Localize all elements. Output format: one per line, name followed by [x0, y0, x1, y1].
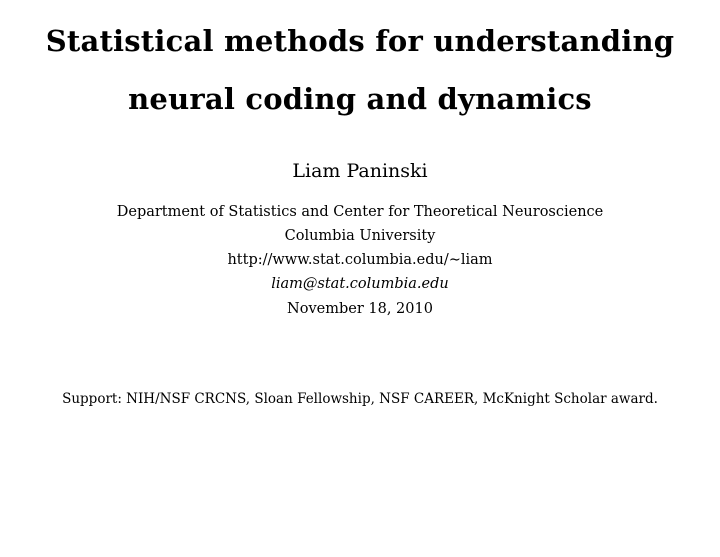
support-statement: Support: NIH/NSF CRCNS, Sloan Fellowship, NSF CAREER, McKnight Scholar award.: [62, 391, 658, 407]
date: November 18, 2010: [287, 301, 433, 317]
department: Department of Statistics and Center for Theoretical Neuroscience: [116, 204, 604, 220]
university: Columbia University: [284, 228, 436, 244]
author-name: Liam Paninski: [292, 160, 428, 182]
email-address[interactable]: liam@stat.columbia.edu: [271, 276, 449, 292]
title-line-2: neural coding and dynamics: [128, 82, 592, 116]
title-line-1: Statistical methods for understanding: [45, 24, 675, 58]
homepage-url[interactable]: http://www.stat.columbia.edu/∼liam: [227, 252, 493, 268]
